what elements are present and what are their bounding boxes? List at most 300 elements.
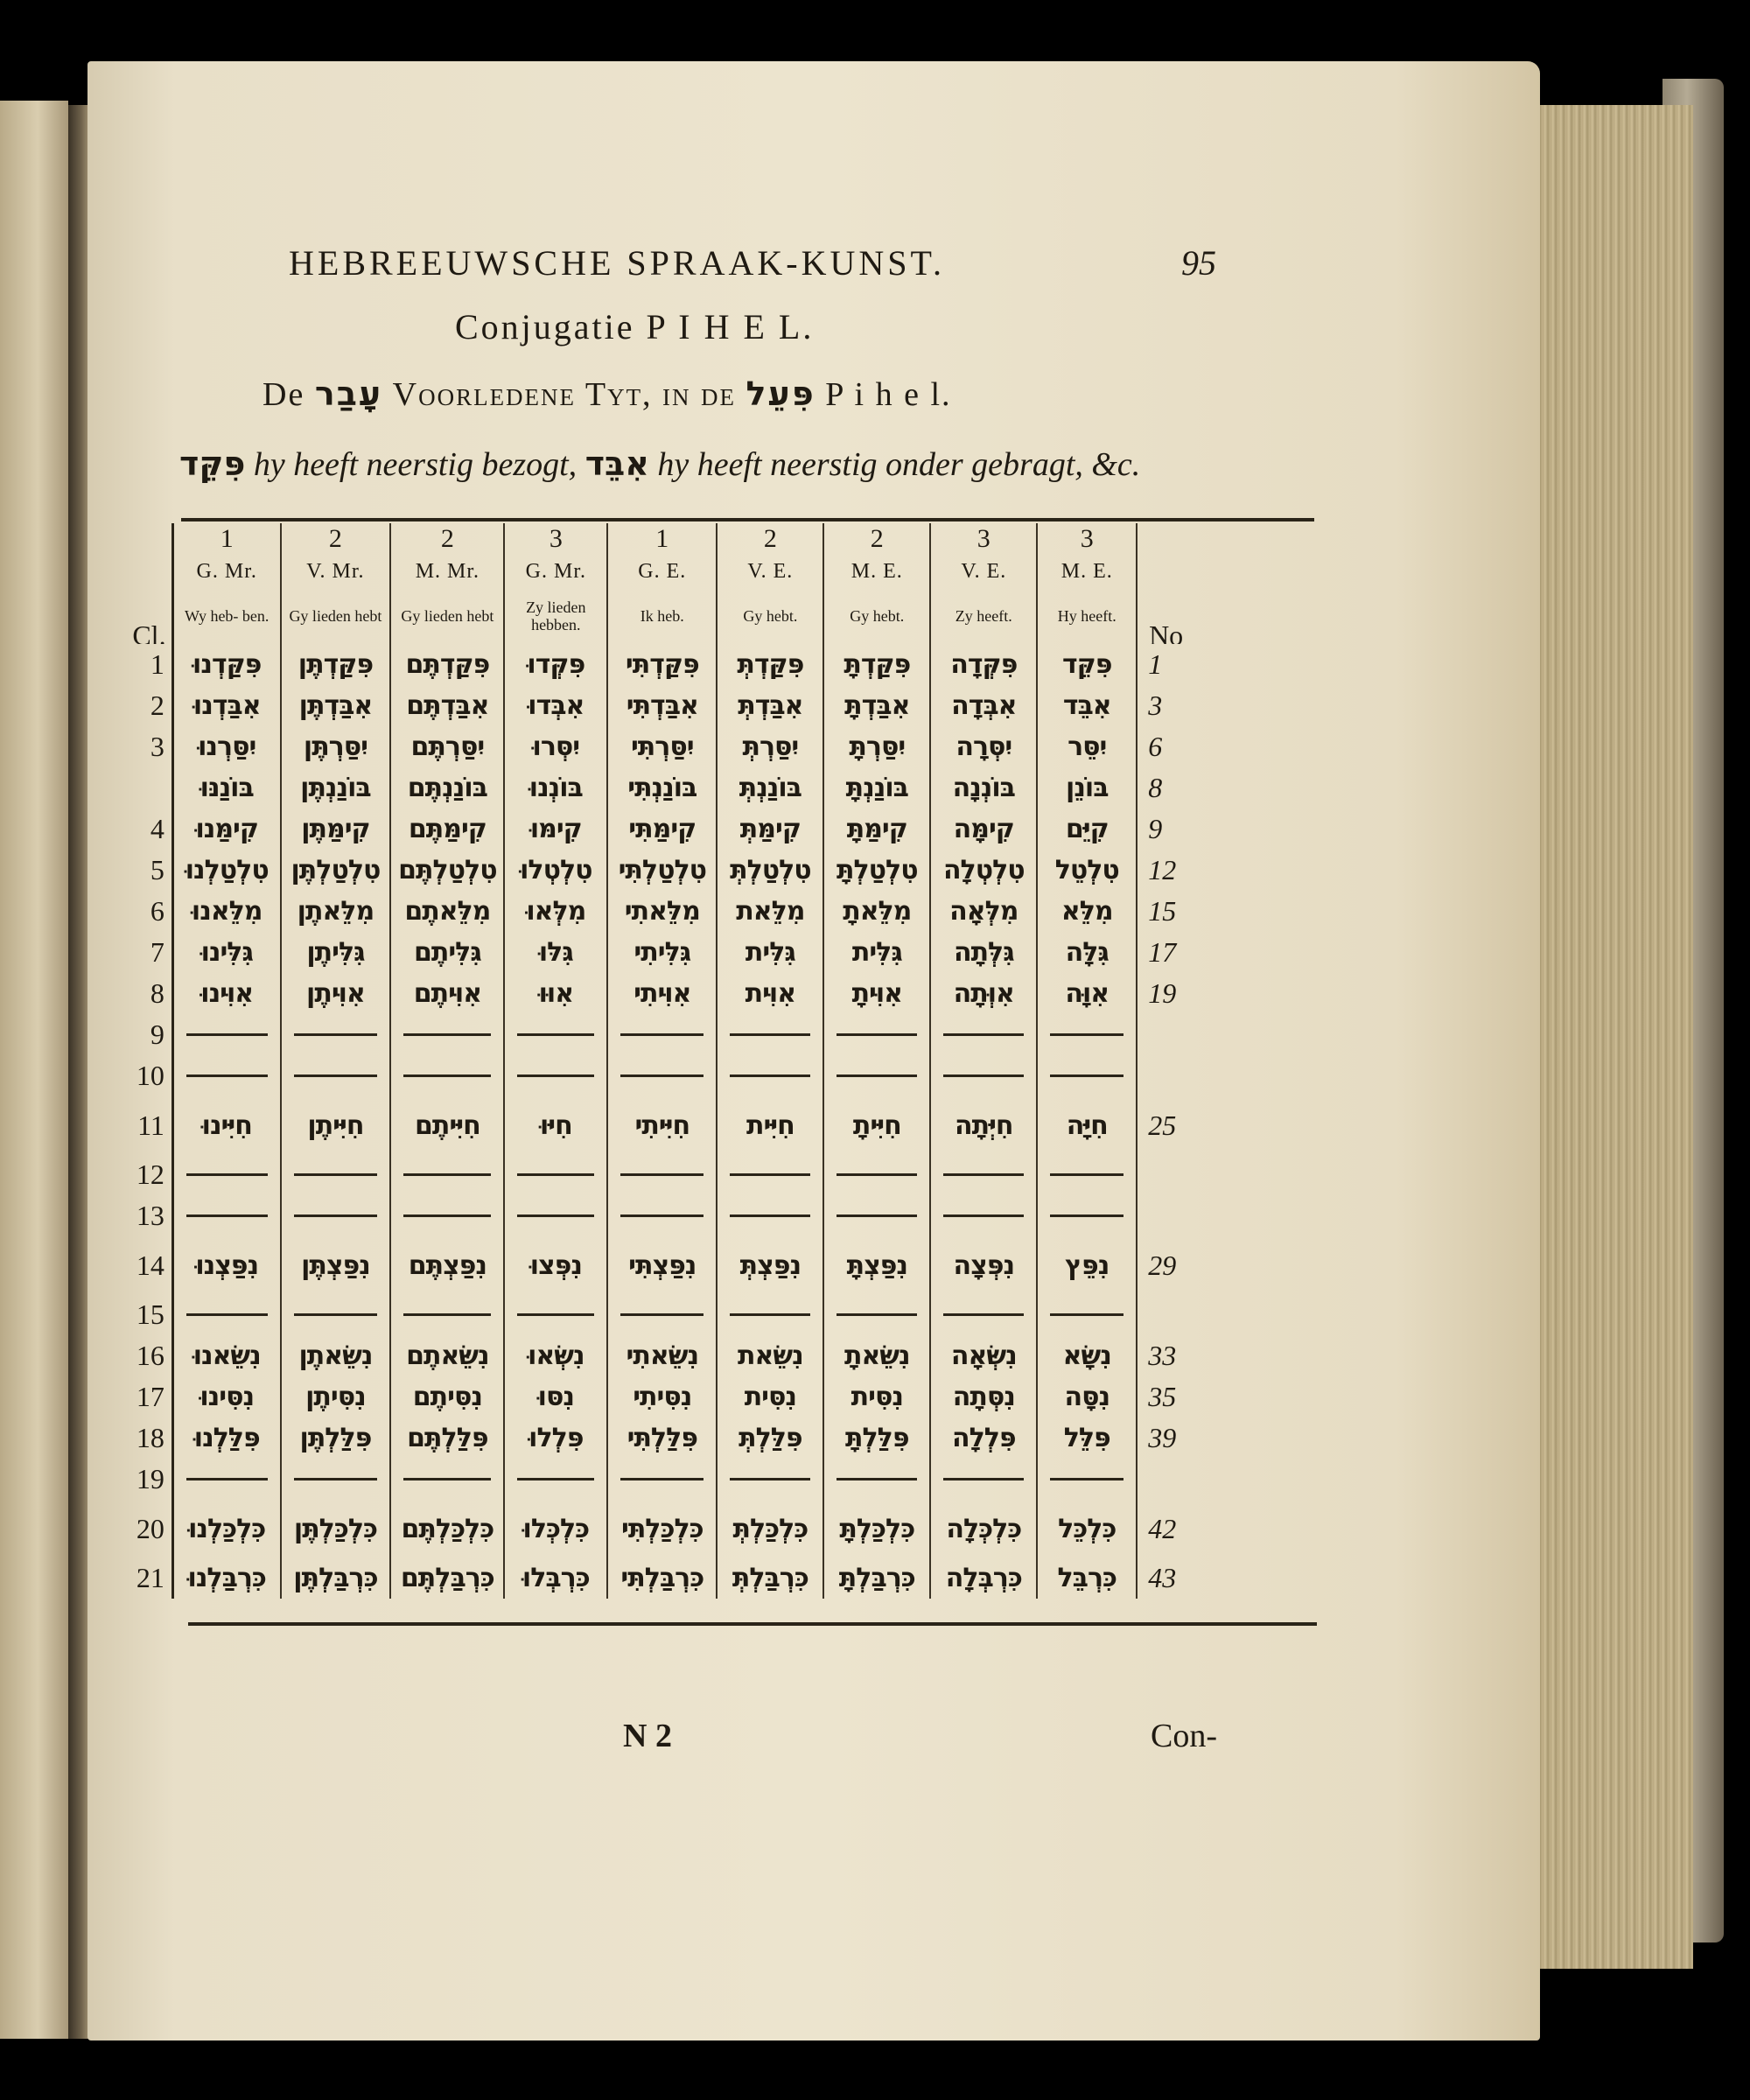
empty-form-dash [1037, 1195, 1137, 1236]
verb-form: קִימּוּ [504, 808, 607, 850]
empty-form-dash [504, 1195, 607, 1236]
empty-form-dash [504, 1055, 607, 1096]
verb-form: נִשֵּׂאתֶן [281, 1335, 391, 1376]
facing-page-edge [0, 101, 68, 2039]
verb-form: חִיְּתָה [930, 1096, 1037, 1154]
verb-form: פִּלַּלְנוּ [172, 1418, 280, 1459]
verb-form: גִּלְּתָה [930, 932, 1037, 973]
verb-form: כִּלְכַּלְתִּי [607, 1500, 717, 1558]
verb-form: נִשֵּׂאתִי [607, 1335, 717, 1376]
verb-form: פִּקַּדְנוּ [172, 644, 280, 685]
column-person: M. E. [1037, 555, 1137, 588]
verb-form: כִּרְבְּלוּ [504, 1558, 607, 1599]
subtitle-prefix: De [262, 376, 305, 413]
verb-form: קִימַּתֶּן [281, 808, 391, 850]
table-row [127, 1376, 1194, 1418]
verb-form: נִסִּיתִי [607, 1376, 717, 1418]
table-row [127, 1335, 1194, 1376]
reference-number [1137, 1459, 1194, 1500]
example-line [179, 444, 1140, 484]
empty-form-dash [607, 1014, 717, 1055]
verb-form: אִבַּדְנוּ [172, 685, 280, 726]
class-number: 11 [137, 1109, 164, 1141]
class-number: 19 [136, 1463, 164, 1494]
verb-form: יִסֵּר [1037, 726, 1137, 767]
verb-form: נִפַּצְתְּ [717, 1236, 823, 1294]
subtitle-hebrew-2: פִּעֵל [746, 374, 816, 413]
empty-form-dash [390, 1195, 504, 1236]
empty-form-dash [172, 1154, 280, 1195]
verb-form: נִשְּׂאוּ [504, 1335, 607, 1376]
column-person: V. Mr. [281, 555, 391, 588]
empty-form-dash [717, 1195, 823, 1236]
verb-form: אִבַּדְתִּי [607, 685, 717, 726]
empty-form-dash [1037, 1459, 1137, 1500]
verb-form: נִסְּתָה [930, 1376, 1037, 1418]
reference-number: 19 [1148, 977, 1177, 1009]
verb-form: נִסִּית [717, 1376, 823, 1418]
verb-form: אִבְּדוּ [504, 685, 607, 726]
verb-form: מִלֵּאתָ [823, 891, 930, 932]
reference-number: 1 [1148, 648, 1163, 680]
empty-form-dash [504, 1294, 607, 1335]
empty-form-dash [1037, 1154, 1137, 1195]
verb-form: כִּרְבַּלְתִּי [607, 1558, 717, 1599]
conjugation-grid [127, 523, 1194, 1599]
table-top-rule [181, 518, 1314, 522]
empty-form-dash [823, 1195, 930, 1236]
empty-form-dash [390, 1459, 504, 1500]
column-translation: Wy heb- ben. [172, 588, 280, 644]
class-number: 7 [150, 936, 164, 968]
verb-form: חִיִּית [717, 1096, 823, 1154]
verb-form: נִפַּצְתֶּם [390, 1236, 504, 1294]
empty-form-dash [930, 1294, 1037, 1335]
reference-number: 43 [1148, 1562, 1177, 1593]
reference-number: 17 [1148, 936, 1177, 968]
empty-form-dash [607, 1459, 717, 1500]
column-translation: Hy heeft. [1037, 588, 1137, 644]
verb-form: נִשֵּׂאת [717, 1335, 823, 1376]
verb-form: קִיֵּם [1037, 808, 1137, 850]
empty-form-dash [717, 1014, 823, 1055]
verb-form: אִבַּדְתָּ [823, 685, 930, 726]
class-number: 8 [150, 977, 164, 1009]
empty-form-dash [172, 1459, 280, 1500]
reference-number: 15 [1148, 895, 1177, 927]
verb-form: קִימַּתָּ [823, 808, 930, 850]
class-number: 20 [136, 1512, 164, 1544]
column-translation: Zy heeft. [930, 588, 1037, 644]
header-corner [1137, 555, 1194, 588]
class-number: 16 [136, 1340, 164, 1371]
reference-number: 42 [1148, 1512, 1177, 1544]
column-person: G. Mr. [172, 555, 280, 588]
column-translation: Zy lieden hebben. [504, 588, 607, 644]
class-number: 10 [136, 1060, 164, 1091]
table-row [127, 1096, 1194, 1154]
verb-form: נִשֵּׂאתֶם [390, 1335, 504, 1376]
verb-form: טִלְטֵל [1037, 850, 1137, 891]
empty-form-dash [504, 1459, 607, 1500]
class-number: 17 [136, 1381, 164, 1412]
column-translation: Gy hebt. [823, 588, 930, 644]
empty-form-dash [504, 1154, 607, 1195]
table-row [127, 973, 1194, 1014]
verb-form: קִימַּתִּי [607, 808, 717, 850]
table-row [127, 1014, 1194, 1055]
table-row [127, 1154, 1194, 1195]
empty-form-dash [717, 1055, 823, 1096]
empty-form-dash [930, 1195, 1037, 1236]
verb-form: נִפַּצְתֶּן [281, 1236, 391, 1294]
verb-form: כִּלְכְּלוּ [504, 1500, 607, 1558]
page-number: 95 [1181, 242, 1216, 283]
section-subtitle [262, 374, 952, 414]
column-translation: Gy lieden hebt [390, 588, 504, 644]
verb-form: פִּלַּלְתֶּם [390, 1418, 504, 1459]
class-number: 3 [150, 731, 164, 762]
reference-number: 25 [1148, 1109, 1177, 1141]
column-person: V. E. [930, 555, 1037, 588]
verb-form: נִשֵּׂאנוּ [172, 1335, 280, 1376]
reference-number [1137, 1154, 1194, 1195]
verb-form: אִוִּיתֶם [390, 973, 504, 1014]
verb-form: מִלֵּאתֶם [390, 891, 504, 932]
empty-form-dash [930, 1459, 1037, 1500]
verb-form: נִסִּיתֶן [281, 1376, 391, 1418]
subtitle-middle: Voorledene Tyt, in de [392, 376, 737, 413]
verb-form: פִּלְלָה [930, 1418, 1037, 1459]
verb-form: אִוִּיתָ [823, 973, 930, 1014]
verb-form: אִבַּדְתֶּן [281, 685, 391, 726]
signature-mark: N 2 [623, 1718, 672, 1754]
verb-form: נִסִּיתֶם [390, 1376, 504, 1418]
verb-form: אִוִּית [717, 973, 823, 1014]
verb-form: כִּרְבַּלְתֶּם [390, 1558, 504, 1599]
column-number: 2 [390, 523, 504, 555]
class-number: 18 [136, 1422, 164, 1453]
column-number: 3 [504, 523, 607, 555]
verb-form: פִּקְּדוּ [504, 644, 607, 685]
column-number: 1 [172, 523, 280, 555]
verb-form: בּוֹנַנּוּ [172, 767, 280, 808]
class-number: 9 [150, 1018, 164, 1050]
verb-form: גִּלִּית [717, 932, 823, 973]
class-number: 2 [150, 690, 164, 721]
verb-form: יִסַּרְתֶּם [390, 726, 504, 767]
column-person: G. Mr. [504, 555, 607, 588]
verb-form: כִּלְכֵּל [1037, 1500, 1137, 1558]
verb-form: חִיִּינוּ [172, 1096, 280, 1154]
empty-form-dash [930, 1154, 1037, 1195]
empty-form-dash [607, 1294, 717, 1335]
table-bottom-rule [188, 1622, 1317, 1626]
empty-form-dash [823, 1294, 930, 1335]
column-translation: Ik heb. [607, 588, 717, 644]
empty-form-dash [607, 1154, 717, 1195]
empty-form-dash [281, 1014, 391, 1055]
verb-form: כִּלְכַּלְתְּ [717, 1500, 823, 1558]
verb-form: נִפְּצָה [930, 1236, 1037, 1294]
conjugation-title: Conjugatie P I H E L. [455, 307, 815, 346]
verb-form: פִּלַּלְתִּי [607, 1418, 717, 1459]
verb-form: אִבַּדְתְּ [717, 685, 823, 726]
verb-form: בּוֹנַנְתְּ [717, 767, 823, 808]
empty-form-dash [390, 1294, 504, 1335]
verb-form: גִּלּוּ [504, 932, 607, 973]
verb-form: יִסַּרְתֶּן [281, 726, 391, 767]
verb-form: גִּלִּיתֶם [390, 932, 504, 973]
class-number: 6 [150, 895, 164, 927]
verb-form: נִפַּצְתִּי [607, 1236, 717, 1294]
table-row [127, 767, 1194, 808]
verb-form: כִּלְכַּלְנוּ [172, 1500, 280, 1558]
empty-form-dash [607, 1195, 717, 1236]
table-row [127, 932, 1194, 973]
column-number: 3 [930, 523, 1037, 555]
verb-form: בּוֹנְנוּ [504, 767, 607, 808]
empty-form-dash [930, 1055, 1037, 1096]
empty-form-dash [390, 1154, 504, 1195]
table-row [127, 1459, 1194, 1500]
verb-form: מִלֵּא [1037, 891, 1137, 932]
verb-form: חִיִּיתִי [607, 1096, 717, 1154]
empty-form-dash [281, 1055, 391, 1096]
verb-form: חִיִּיתֶם [390, 1096, 504, 1154]
empty-form-dash [390, 1055, 504, 1096]
verb-form: יִסְּרוּ [504, 726, 607, 767]
verb-form: חִיִּיתָ [823, 1096, 930, 1154]
table-row [127, 808, 1194, 850]
reference-number: 12 [1148, 854, 1177, 886]
reference-number: 29 [1148, 1249, 1177, 1281]
verb-form: מִלֵּאתֶן [281, 891, 391, 932]
verb-form: יִסְּרָה [930, 726, 1037, 767]
verb-form: אִבַּדְתֶּם [390, 685, 504, 726]
verb-form: נִשָּׂא [1037, 1335, 1137, 1376]
column-number: 2 [717, 523, 823, 555]
table-row [127, 1294, 1194, 1335]
reference-number: 6 [1148, 731, 1163, 762]
verb-form: פִּקַּדְתֶּן [281, 644, 391, 685]
verb-form: כִּלְכְּלָה [930, 1500, 1037, 1558]
verb-form: פִּקַּדְתִּי [607, 644, 717, 685]
book-gutter [68, 105, 89, 2039]
verb-form: יִסַּרְתָּ [823, 726, 930, 767]
no-column-label: No [1149, 620, 1184, 644]
verb-form: פִּלַּלְתֶּן [281, 1418, 391, 1459]
empty-form-dash [930, 1014, 1037, 1055]
verb-form: חִיּוּ [504, 1096, 607, 1154]
empty-form-dash [823, 1055, 930, 1096]
subtitle-hebrew: עָבַר [314, 374, 383, 413]
class-number: 14 [136, 1249, 164, 1281]
subtitle-suffix: P i h e l. [825, 376, 952, 413]
table-row [127, 1195, 1194, 1236]
table-row [127, 1500, 1194, 1558]
example-text-1: hy heeft neerstig bezogt, [253, 446, 578, 483]
column-translation: Gy hebt. [717, 588, 823, 644]
empty-form-dash [1037, 1014, 1137, 1055]
verb-form: פִּקַּדְתְּ [717, 644, 823, 685]
empty-form-dash [281, 1154, 391, 1195]
verb-form: בּוֹנַנְתֶּם [390, 767, 504, 808]
empty-form-dash [281, 1195, 391, 1236]
empty-form-dash [717, 1459, 823, 1500]
header-corner [1137, 523, 1194, 555]
verb-form: פִּקְּדָה [930, 644, 1037, 685]
column-number: 1 [607, 523, 717, 555]
verb-form: טִלְטְלוּ [504, 850, 607, 891]
cl-column-label: Cl. [132, 620, 166, 644]
verb-form: בּוֹנֵן [1037, 767, 1137, 808]
reference-number [1137, 1195, 1194, 1236]
table-row [127, 1418, 1194, 1459]
verb-form: נִסָּה [1037, 1376, 1137, 1418]
empty-form-dash [823, 1459, 930, 1500]
verb-form: גִּלִּיתִי [607, 932, 717, 973]
verb-form: יִסַּרְנוּ [172, 726, 280, 767]
empty-form-dash [281, 1294, 391, 1335]
empty-form-dash [607, 1055, 717, 1096]
verb-form: כִּרְבֵּל [1037, 1558, 1137, 1599]
column-translation: Gy lieden hebt [281, 588, 391, 644]
class-number: 15 [136, 1298, 164, 1330]
reference-number: 35 [1148, 1381, 1177, 1412]
table-row [127, 685, 1194, 726]
example-text-2: hy heeft neerstig onder gebragt, &c. [657, 446, 1141, 483]
class-number: 21 [136, 1562, 164, 1593]
verb-form: פִּקֵּד [1037, 644, 1137, 685]
verb-form: בּוֹנְנָה [930, 767, 1037, 808]
verb-form: טִלְטַלְתְּ [717, 850, 823, 891]
verb-form: אִוִּיתִי [607, 973, 717, 1014]
column-person: V. E. [717, 555, 823, 588]
verb-form: גִּלִּיתֶן [281, 932, 391, 973]
verb-form: פִּלֵּל [1037, 1418, 1137, 1459]
reference-number: 39 [1148, 1422, 1177, 1453]
verb-form: אִוִּינוּ [172, 973, 280, 1014]
verb-form: אִוּוּ [504, 973, 607, 1014]
verb-form: אִוָּה [1037, 973, 1137, 1014]
empty-form-dash [823, 1154, 930, 1195]
empty-form-dash [390, 1014, 504, 1055]
verb-form: גִּלִּינוּ [172, 932, 280, 973]
reference-number: 8 [1148, 772, 1163, 803]
example-hebrew-1: פִּקֵּד [179, 444, 246, 483]
empty-form-dash [1037, 1294, 1137, 1335]
verb-form: חִיָּה [1037, 1096, 1137, 1154]
verb-form: קִימָּה [930, 808, 1037, 850]
verb-form: קִימַּנוּ [172, 808, 280, 850]
empty-form-dash [504, 1014, 607, 1055]
table-row [127, 891, 1194, 932]
verb-form: טִלְטַלְתָּ [823, 850, 930, 891]
verb-form: טִלְטַלְתֶּם [390, 850, 504, 891]
running-title: HEBREEUWSCHE SPRAAK-KUNST. [289, 242, 945, 283]
reference-number: 33 [1148, 1340, 1177, 1371]
table-row [127, 1055, 1194, 1096]
verb-form: יִסַּרְתְּ [717, 726, 823, 767]
verb-form: פִּלַּלְתָּ [823, 1418, 930, 1459]
class-number: 13 [136, 1200, 164, 1231]
header-corner [127, 523, 172, 555]
class-number: 1 [150, 648, 164, 680]
verb-form: קִימַּתֶּם [390, 808, 504, 850]
verb-form: אִוִּיתֶן [281, 973, 391, 1014]
verb-form: פִּלַּלְתְּ [717, 1418, 823, 1459]
verb-form: פִּקַּדְתָּ [823, 644, 930, 685]
verb-form: בּוֹנַנְתִּי [607, 767, 717, 808]
empty-form-dash [172, 1195, 280, 1236]
verb-form: נִשְּׂאָה [930, 1335, 1037, 1376]
verb-form: גִּלִּית [823, 932, 930, 973]
verb-form: כִּלְכַּלְתֶּם [390, 1500, 504, 1558]
verb-form: בּוֹנַנְתָּ [823, 767, 930, 808]
verb-form: מִלֵּאתִי [607, 891, 717, 932]
class-number: 4 [150, 813, 164, 844]
verb-form: פִּקַּדְתֶּם [390, 644, 504, 685]
verb-form: אִוְּתָה [930, 973, 1037, 1014]
verb-form: כִּלְכַּלְתָּ [823, 1500, 930, 1558]
class-number: 12 [136, 1158, 164, 1190]
empty-form-dash [172, 1055, 280, 1096]
verb-form: בּוֹנַנְתֶּן [281, 767, 391, 808]
verb-form: נִפַּצְנוּ [172, 1236, 280, 1294]
catchword: Con- [1151, 1718, 1217, 1754]
verb-form: גִּלָּה [1037, 932, 1137, 973]
reference-number [1137, 1294, 1194, 1335]
reference-number: 3 [1148, 690, 1163, 721]
verb-form: כִּלְכַּלְתֶּן [281, 1500, 391, 1558]
verb-form: מִלֵּאת [717, 891, 823, 932]
page-fore-edge [1527, 105, 1693, 1969]
verb-form: נִסִּינוּ [172, 1376, 280, 1418]
empty-form-dash [172, 1014, 280, 1055]
column-number: 2 [823, 523, 930, 555]
verb-form: כִּרְבְּלָה [930, 1558, 1037, 1599]
empty-form-dash [823, 1014, 930, 1055]
verb-form: טִלְטְלָה [930, 850, 1037, 891]
class-number [127, 767, 172, 808]
reference-number [1137, 1014, 1194, 1055]
verb-form: כִּרְבַּלְתָּ [823, 1558, 930, 1599]
empty-form-dash [281, 1459, 391, 1500]
column-number: 3 [1037, 523, 1137, 555]
empty-form-dash [717, 1294, 823, 1335]
table-row [127, 726, 1194, 767]
reference-number: 9 [1148, 813, 1163, 844]
example-hebrew-2: אִבֵּד [584, 444, 649, 483]
verb-form: נִשֵּׂאתָ [823, 1335, 930, 1376]
verb-form: אִבְּדָה [930, 685, 1037, 726]
column-person: M. Mr. [390, 555, 504, 588]
verb-form: נִפֵּץ [1037, 1236, 1137, 1294]
verb-form: קִימַּתְּ [717, 808, 823, 850]
verb-form: טִלְטַלְנוּ [172, 850, 280, 891]
verb-form: כִּרְבַּלְנוּ [172, 1558, 280, 1599]
verb-form: מִלְּאוּ [504, 891, 607, 932]
header-corner [127, 555, 172, 588]
verb-form: כִּרְבַּלְתְּ [717, 1558, 823, 1599]
verb-form: טִלְטַלְתִּי [607, 850, 717, 891]
verb-form: טִלְטַלְתֶּן [281, 850, 391, 891]
table-row [127, 1558, 1194, 1599]
column-person: M. E. [823, 555, 930, 588]
verb-form: נִפַּצְתָּ [823, 1236, 930, 1294]
running-head [289, 238, 1216, 287]
